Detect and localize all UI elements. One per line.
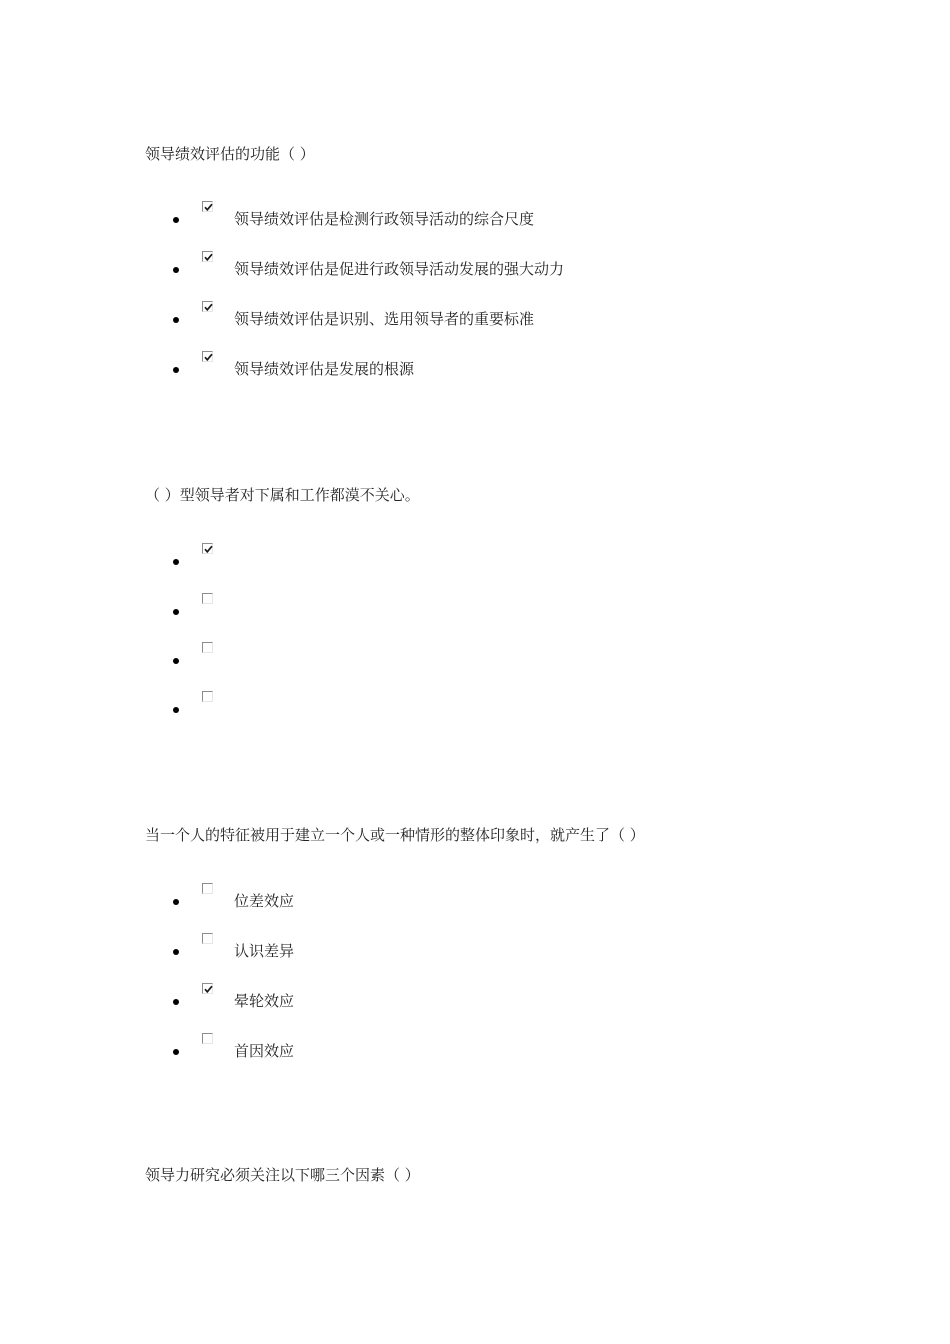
checkbox[interactable] — [202, 642, 213, 653]
option-label: 首因效应 — [234, 1042, 295, 1060]
checkbox[interactable] — [202, 351, 213, 362]
bullet — [173, 267, 179, 273]
checkbox[interactable] — [202, 593, 213, 604]
bullet — [173, 899, 179, 905]
question-3-option-1 — [170, 878, 770, 908]
bullet — [173, 949, 179, 955]
checkbox[interactable] — [202, 301, 213, 312]
bullet — [173, 707, 179, 713]
checkbox[interactable] — [202, 983, 213, 994]
question-1-option-2 — [170, 246, 770, 276]
option-label: 晕轮效应 — [234, 992, 295, 1010]
question-2-text: （ ）型领导者对下属和工作都漠不关心。 — [145, 486, 420, 504]
bullet — [173, 658, 179, 664]
checkmark-icon — [203, 302, 214, 313]
bullet — [173, 609, 179, 615]
question-3-option-3 — [170, 978, 770, 1008]
option-label: 领导绩效评估是促进行政领导活动发展的强大动力 — [234, 260, 565, 278]
question-1-option-4 — [170, 346, 770, 376]
checkbox[interactable] — [202, 1033, 213, 1044]
question-1-option-1 — [170, 196, 770, 226]
question-4-text: 领导力研究必须关注以下哪三个因素（ ） — [145, 1166, 420, 1184]
bullet — [173, 999, 179, 1005]
bullet — [173, 367, 179, 373]
option-label: 领导绩效评估是发展的根源 — [234, 360, 415, 378]
option-label: 认识差异 — [234, 942, 295, 960]
option-label: 领导绩效评估是识别、选用领导者的重要标准 — [234, 310, 535, 328]
checkbox[interactable] — [202, 883, 213, 894]
checkmark-icon — [203, 352, 214, 363]
checkbox[interactable] — [202, 691, 213, 702]
question-3-text: 当一个人的特征被用于建立一个人或一种情形的整体印象时，就产生了（ ） — [145, 826, 645, 844]
checkbox[interactable] — [202, 543, 213, 554]
option-label: 领导绩效评估是检测行政领导活动的综合尺度 — [234, 210, 535, 228]
checkmark-icon — [203, 252, 214, 263]
bullet — [173, 559, 179, 565]
bullet — [173, 217, 179, 223]
question-1-option-3 — [170, 296, 770, 326]
checkbox[interactable] — [202, 201, 213, 212]
question-3-option-2 — [170, 928, 770, 958]
option-label: 位差效应 — [234, 892, 295, 910]
question-2-option-3 — [170, 637, 770, 667]
checkbox[interactable] — [202, 933, 213, 944]
question-1-text: 领导绩效评估的功能（ ） — [145, 145, 315, 163]
question-2-option-2 — [170, 588, 770, 618]
checkbox[interactable] — [202, 251, 213, 262]
checkmark-icon — [203, 984, 214, 995]
bullet — [173, 1049, 179, 1055]
question-3-option-4 — [170, 1028, 770, 1058]
checkmark-icon — [203, 544, 214, 555]
question-2-option-4 — [170, 686, 770, 716]
bullet — [173, 317, 179, 323]
checkmark-icon — [203, 202, 214, 213]
question-2-option-1 — [170, 538, 770, 568]
